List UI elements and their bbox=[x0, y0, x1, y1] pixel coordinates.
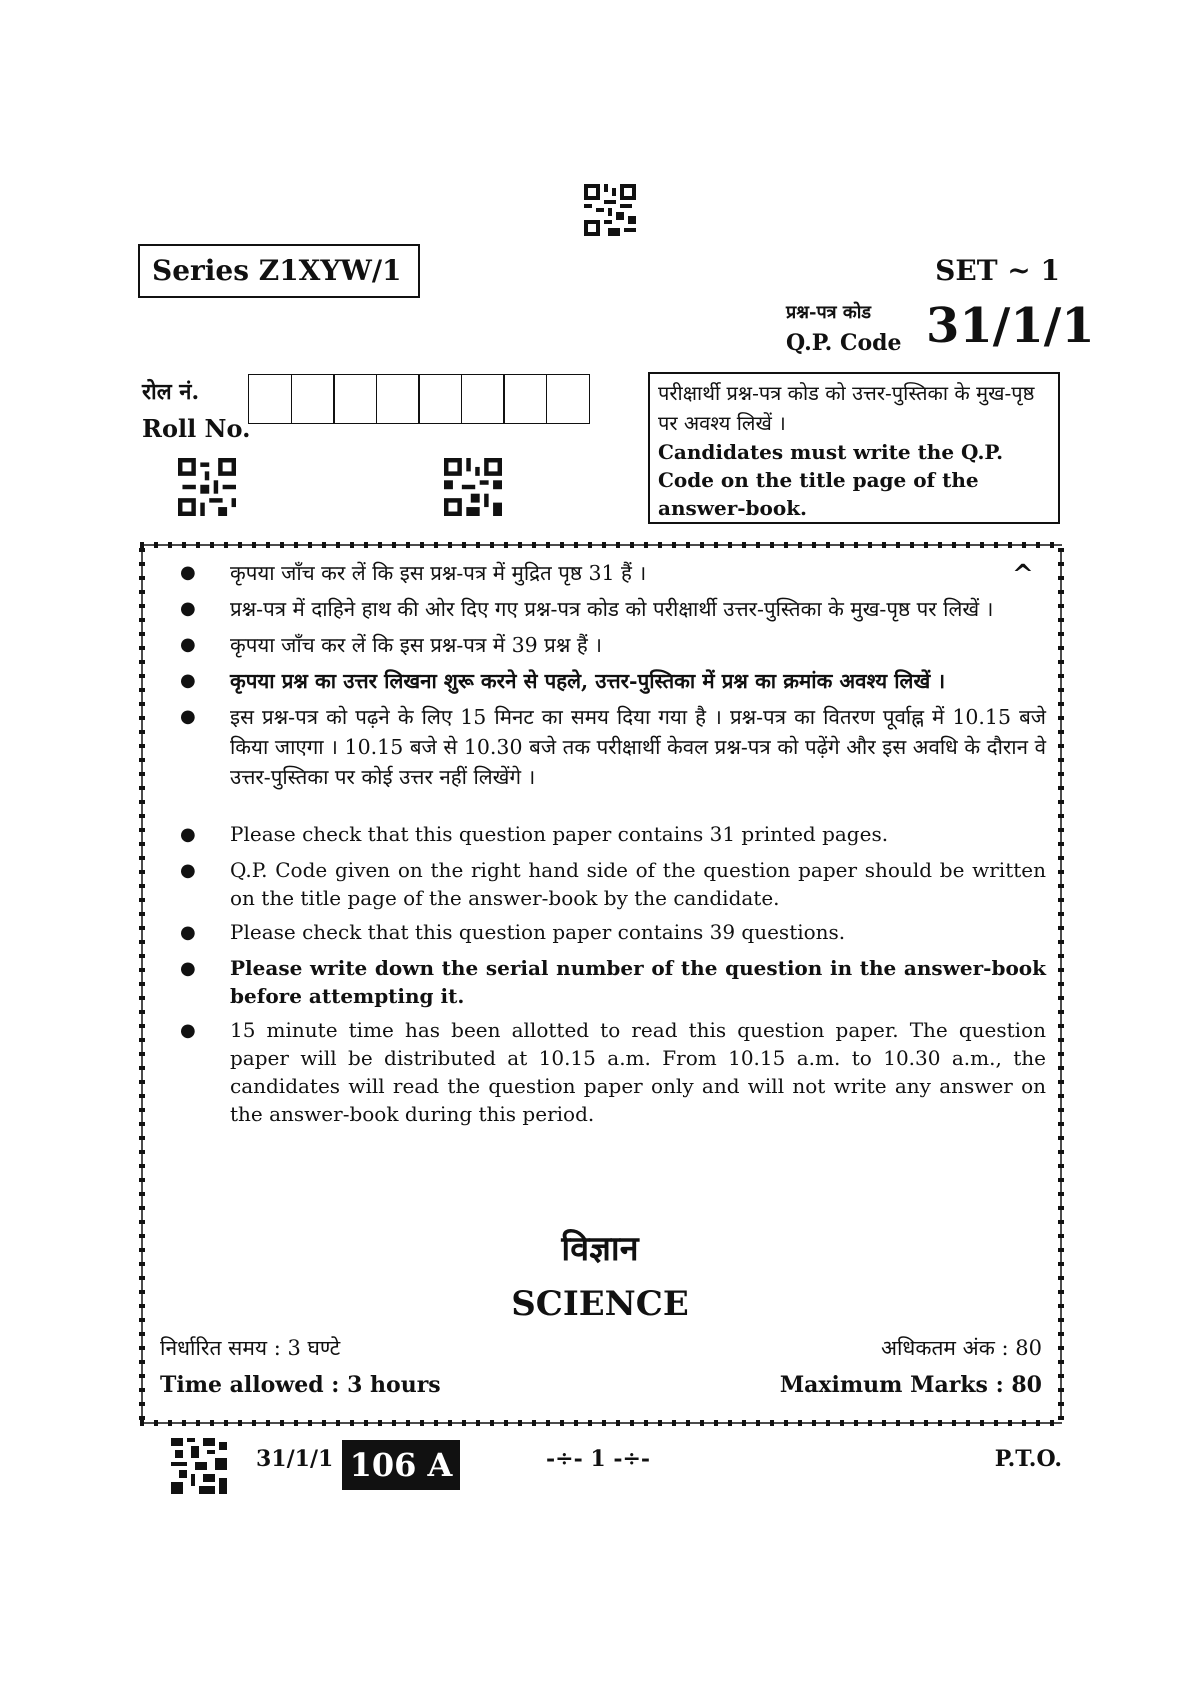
caret-mark: ^ bbox=[1012, 560, 1034, 590]
bullet-icon: ● bbox=[180, 860, 196, 881]
instruction-hindi: ● कृपया जाँच कर लें कि इस प्रश्न-पत्र में मुद्रित पृष्ठ 31 हैं । bbox=[176, 558, 1046, 588]
roll-no-digit-box bbox=[291, 374, 335, 424]
roll-no-digit-box bbox=[461, 374, 505, 424]
qr-code-middle bbox=[444, 458, 502, 516]
roll-no-digit-box bbox=[333, 374, 377, 424]
bottom-border bbox=[140, 1416, 1062, 1430]
instruction-english: ● 15 minute time has been allotted to read this question paper. The question paper will be distributed at 10.15 a.m. From 10.15 a.m. to 10.30 a.m., the candidates will read the question paper only and will not write any answer on the answer-book during this period. bbox=[176, 1016, 1046, 1128]
roll-no-boxes bbox=[248, 374, 588, 424]
bullet-icon: ● bbox=[180, 922, 196, 943]
bullet-icon: ● bbox=[180, 824, 196, 845]
notice-hindi: परीक्षार्थी प्रश्न-पत्र कोड को उत्तर-पुस्तिका के मुख-पृष्ठ पर अवश्य लिखें । bbox=[658, 381, 1035, 435]
maximum-marks: Maximum Marks : 80 bbox=[779, 1372, 1042, 1398]
instruction-hindi: ● प्रश्न-पत्र में दाहिने हाथ की ओर दिए गए प्रश्न-पत्र कोड को परीक्षार्थी उत्तर-पुस्तिका के मुख-पृष्ठ पर लिखें । bbox=[176, 594, 1046, 624]
pto-label: P.T.O. bbox=[994, 1446, 1062, 1472]
roll-no-label-hindi: रोल नं. bbox=[142, 379, 200, 405]
barcode-footer bbox=[170, 1438, 228, 1494]
subject-title-hindi: विज्ञान bbox=[561, 1229, 639, 1269]
bullet-icon: ● bbox=[180, 562, 196, 583]
footer-qp-code: 31/1/1 bbox=[256, 1446, 334, 1472]
instruction-english: ● Please check that this question paper contains 39 questions. bbox=[176, 918, 1046, 948]
notice-english: Candidates must write the Q.P. Code on the title page of the answer-book. bbox=[658, 440, 1004, 520]
instruction-hindi: ● इस प्रश्न-पत्र को पढ़ने के लिए 15 मिनट का समय दिया गया है । प्रश्न-पत्र का वितरण पूर्वाह्न में 10.15 बजे किया जाएगा । 10.15 बजे से 10.30 बजे तक परीक्षार्थी केवल प्रश्न-पत्र को पढ़ेंगे और इस अवधि के दौरान वे उत्तर-पुस्तिका पर कोई उत्तर नहीं लिखेंगे । bbox=[176, 702, 1046, 792]
instruction-english: ● Please write down the serial number of the question in the answer-book before attempting it. bbox=[176, 954, 1046, 1010]
qp-code-notice-box bbox=[648, 372, 1060, 524]
qp-code-label: Q.P. Code bbox=[786, 330, 902, 356]
roll-no-digit-box bbox=[418, 374, 462, 424]
qr-code-left bbox=[178, 458, 236, 516]
top-border bbox=[140, 538, 1062, 552]
qp-code-label-hindi: प्रश्न-पत्र कोड bbox=[786, 302, 871, 323]
instruction-hindi: ● कृपया प्रश्न का उत्तर लिखना शुरू करने से पहले, उत्तर-पुस्तिका में प्रश्न का क्रमांक अवश्य लिखें । bbox=[176, 666, 1046, 696]
bullet-icon: ● bbox=[180, 958, 196, 979]
subject-title: SCIENCE bbox=[511, 1284, 689, 1324]
bullet-icon: ● bbox=[180, 706, 196, 727]
roll-no-digit-box bbox=[248, 374, 292, 424]
roll-no-digit-box bbox=[503, 374, 547, 424]
instruction-hindi: ● कृपया जाँच कर लें कि इस प्रश्न-पत्र में 39 प्रश्न हैं । bbox=[176, 630, 1046, 660]
instruction-english: ● Q.P. Code given on the right hand side of the question paper should be written on the title page of the answer-book by the candidate. bbox=[176, 856, 1046, 912]
time-allowed: Time allowed : 3 hours bbox=[160, 1372, 441, 1398]
roll-no-label: Roll No. bbox=[142, 414, 251, 443]
qr-code-top bbox=[584, 184, 636, 236]
bullet-icon: ● bbox=[180, 598, 196, 619]
instruction-english: ● Please check that this question paper contains 31 printed pages. bbox=[176, 820, 1046, 850]
bullet-icon: ● bbox=[180, 1020, 196, 1041]
maximum-marks-hindi: अधिकतम अंक : 80 bbox=[880, 1336, 1042, 1360]
instructions bbox=[176, 558, 1046, 1134]
bullet-icon: ● bbox=[180, 670, 196, 691]
series-label: Series Z1XYW/1 bbox=[138, 244, 420, 298]
roll-no-digit-box bbox=[546, 374, 590, 424]
footer-code-badge: 106 A bbox=[342, 1440, 460, 1490]
set-label: SET ~ 1 bbox=[935, 254, 1060, 287]
qp-code-value: 31/1/1 bbox=[926, 298, 1095, 354]
bullet-icon: ● bbox=[180, 634, 196, 655]
time-allowed-hindi: निर्धारित समय : 3 घण्टे bbox=[160, 1336, 341, 1360]
roll-no-digit-box bbox=[376, 374, 420, 424]
page-number: -÷- 1 -÷- bbox=[546, 1446, 651, 1472]
